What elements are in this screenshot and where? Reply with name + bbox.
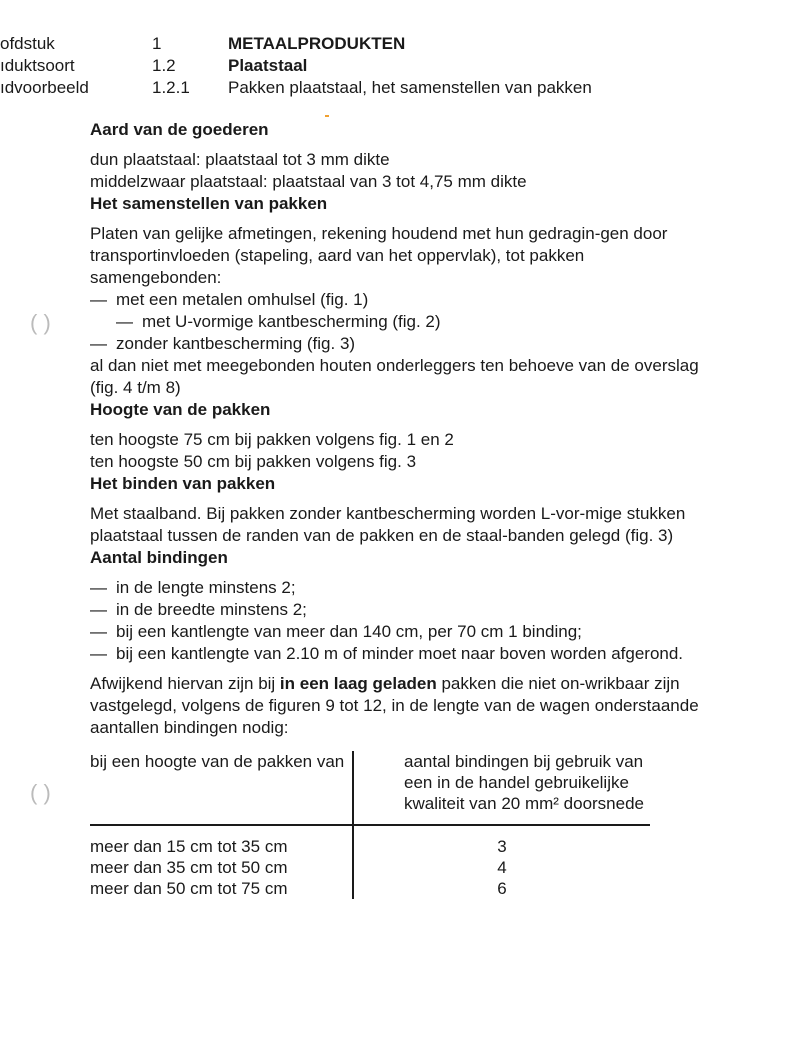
- section-heading-aard: Aard van de goederen: [90, 120, 269, 139]
- table-rule: [90, 825, 650, 836]
- section-heading-binden: Het binden van pakken: [90, 474, 276, 493]
- table-cell-count: 4: [353, 857, 650, 878]
- list-item-text: bij een kantlengte van 2.10 m of minder moet naar boven worden afgerond.: [116, 644, 684, 663]
- paragraph-emphasis: in een laag geladen: [279, 674, 437, 693]
- list-item-text: met een metalen omhulsel (fig. 1): [116, 290, 369, 309]
- header-chapter-number: 1: [152, 34, 162, 53]
- samenstellen-intro: Platen van gelijke afmetingen, rekening houdend met hun gedragin-gen door transportinvloeden (stapeling, aard van het oppervlak), tot pakken samengebonden:: [90, 224, 668, 287]
- table-row: [90, 836, 650, 857]
- table-cell-range: meer dan 50 cm tot 75 cm: [90, 879, 288, 898]
- aantal-paragraph: [90, 673, 715, 739]
- table-cell-count: 6: [353, 878, 650, 899]
- header-example-label: ıdvoorbeeld: [0, 78, 89, 97]
- table-cell-range: meer dan 15 cm tot 35 cm: [90, 837, 288, 856]
- header-example-number: 1.2.1: [152, 78, 190, 97]
- list-item-text: met U-vormige kantbescherming (fig. 2): [142, 312, 441, 331]
- scan-mark: ( ): [30, 780, 51, 805]
- header-chapter-label: ofdstuk: [0, 34, 55, 53]
- paragraph-text: pakken die niet on-wrikbaar zijn vastgelegd, volgens de figuren 9 tot 12, in de lengte van de wagen onderstaande aantallen bindingen nodig:: [90, 674, 699, 737]
- section-heading-aantal: Aantal bindingen: [90, 548, 228, 567]
- paragraph-text: Afwijkend hiervan zijn bij: [90, 674, 280, 693]
- list-item: [90, 311, 715, 333]
- header-example-title: Pakken plaatstaal, het samenstellen van pakken: [228, 78, 592, 97]
- scan-mark: ( ): [30, 310, 51, 335]
- dash-glyph: —: [116, 312, 133, 331]
- header-type-number: 1.2: [152, 56, 176, 75]
- table-header-height: bij een hoogte van de pakken van: [90, 752, 345, 771]
- table-row: [90, 878, 650, 899]
- list-item: [90, 599, 715, 621]
- table-header-bindings: aantal bindingen bij gebruik van een in de handel gebruikelijke kwaliteit van 20 mm² doorsnede: [353, 751, 650, 825]
- dash-glyph: —: [90, 290, 107, 309]
- list-item: [90, 333, 715, 355]
- list-item: [90, 643, 715, 665]
- table-cell-count: 3: [353, 836, 650, 857]
- list-item-text: bij een kantlengte van meer dan 140 cm, per 70 cm 1 binding;: [116, 622, 582, 641]
- bindings-table: [90, 751, 650, 899]
- list-item-text: zonder kantbescherming (fig. 3): [116, 334, 356, 353]
- header-chapter-title: METAALPRODUKTEN: [228, 34, 406, 53]
- table-cell-range: meer dan 35 cm tot 50 cm: [90, 858, 288, 877]
- dash-glyph: —: [90, 578, 107, 597]
- header-type-title: Plaatstaal: [228, 56, 308, 75]
- list-item: [90, 577, 715, 599]
- list-item: [90, 621, 715, 643]
- dash-glyph: —: [90, 622, 107, 641]
- dash-glyph: —: [90, 644, 107, 663]
- list-item-text: in de lengte minstens 2;: [116, 578, 296, 597]
- aard-line-2: middelzwaar plaatstaal: plaatstaal van 3 tot 4,75 mm dikte: [90, 172, 527, 191]
- dash-glyph: —: [90, 334, 107, 353]
- aard-line-1: dun plaatstaal: plaatstaal tot 3 mm dikte: [90, 150, 390, 169]
- scan-speck: [325, 115, 329, 117]
- document-body: [90, 119, 715, 899]
- samenstellen-outro: al dan niet met meegebonden houten onderleggers ten behoeve van de overslag (fig. 4 t/m 8): [90, 356, 699, 397]
- section-heading-samenstellen: Het samenstellen van pakken: [90, 194, 328, 213]
- section-heading-hoogte: Hoogte van de pakken: [90, 400, 271, 419]
- table-row: [90, 857, 650, 878]
- header-type-label: ıduktsoort: [0, 56, 75, 75]
- hoogte-line-1: ten hoogste 75 cm bij pakken volgens fig. 1 en 2: [90, 430, 454, 449]
- dash-glyph: —: [90, 600, 107, 619]
- hoogte-line-2: ten hoogste 50 cm bij pakken volgens fig. 3: [90, 452, 417, 471]
- list-item-text: in de breedte minstens 2;: [116, 600, 307, 619]
- binden-text: Met staalband. Bij pakken zonder kantbescherming worden L-vor-mige stukken plaatstaal tussen de randen van de pakken en de staal-banden gelegd (fig. 3): [90, 504, 686, 545]
- table-header-row: [90, 751, 650, 825]
- list-item: [90, 289, 715, 311]
